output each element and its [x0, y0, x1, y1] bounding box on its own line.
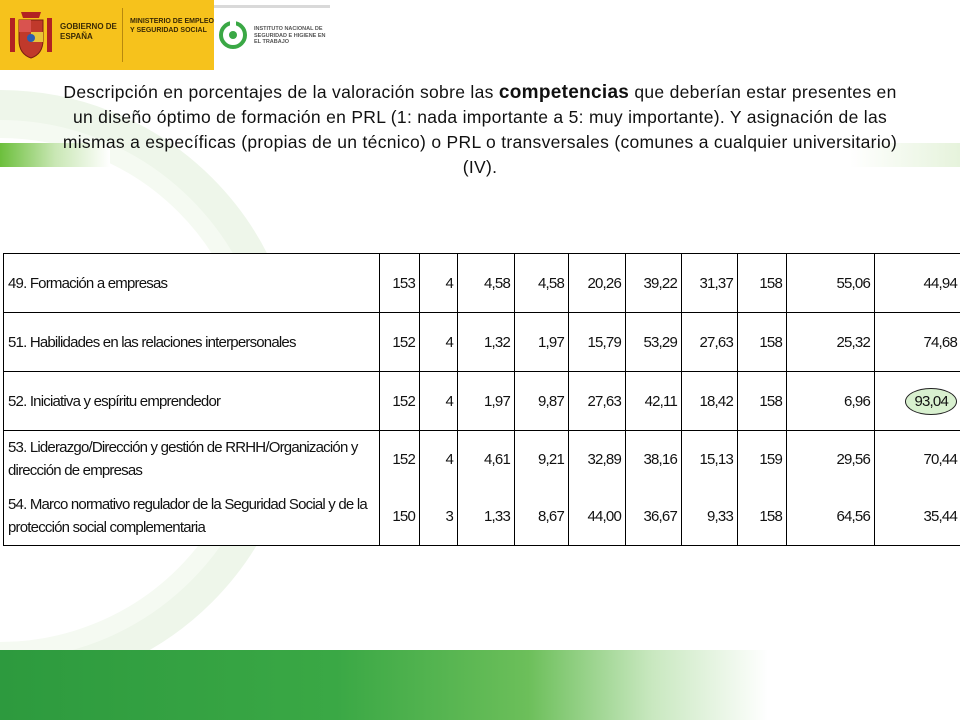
table-cell: 158 [738, 372, 787, 431]
table-cell: 159 [738, 431, 787, 488]
highlighted-cell [875, 372, 960, 431]
institute-name: INSTITUTO NACIONAL DE SEGURIDAD E HIGIENE EN EL TRABAJO [254, 26, 326, 45]
table-cell: 36,67 [626, 487, 682, 546]
table-cell: 35,44 [875, 487, 960, 546]
table-cell: 9,33 [682, 487, 738, 546]
institute-logo-icon [218, 20, 248, 50]
row-label: 54. Marco normativo regulador de la Seguridad Social y de la protección social complementaria [4, 487, 380, 546]
table-cell: 44,94 [875, 254, 960, 313]
ministry-name: MINISTERIO DE EMPLEO Y SEGURIDAD SOCIAL [130, 18, 215, 34]
table-cell: 152 [380, 313, 420, 372]
table-cell: 4,61 [458, 431, 515, 488]
table-cell: 153 [380, 254, 420, 313]
table-cell: 1,32 [458, 313, 515, 372]
table-cell: 55,06 [787, 254, 875, 313]
table-cell: 31,37 [682, 254, 738, 313]
table-cell: 18,42 [682, 372, 738, 431]
table-cell: 64,56 [787, 487, 875, 546]
table-cell: 1,97 [458, 372, 515, 431]
coat-of-arms-icon [8, 8, 54, 62]
table-cell: 38,16 [626, 431, 682, 488]
table-cell: 158 [738, 487, 787, 546]
table-cell: 27,63 [682, 313, 738, 372]
table-cell: 4 [420, 431, 458, 488]
table-cell: 15,13 [682, 431, 738, 488]
highlight-circle: 93,04 [905, 388, 957, 415]
table-row [4, 487, 960, 546]
table-cell: 3 [420, 487, 458, 546]
table-cell: 4 [420, 372, 458, 431]
table-cell: 44,00 [569, 487, 626, 546]
table-cell: 6,96 [787, 372, 875, 431]
title-emphasis: competencias [498, 82, 630, 103]
table-cell: 70,44 [875, 431, 960, 488]
table-cell: 74,68 [875, 313, 960, 372]
table-cell: 9,87 [515, 372, 569, 431]
competencies-table [3, 253, 960, 546]
table-cell: 158 [738, 254, 787, 313]
table-cell: 32,89 [569, 431, 626, 488]
table-cell: 20,26 [569, 254, 626, 313]
header-logos [0, 0, 330, 70]
table-cell: 25,32 [787, 313, 875, 372]
table-row [4, 313, 960, 372]
row-label: 52. Iniciativa y espíritu emprendedor [4, 372, 380, 431]
table-cell: 39,22 [626, 254, 682, 313]
institute-top-line [214, 5, 330, 8]
title-part-1: Descripción en porcentajes de la valoración sobre las [63, 82, 499, 102]
table-cell: 152 [380, 431, 420, 488]
table-cell: 29,56 [787, 431, 875, 488]
government-name: GOBIERNO DE ESPAÑA [60, 22, 117, 41]
table-cell: 4,58 [458, 254, 515, 313]
table-cell: 53,29 [626, 313, 682, 372]
table-cell: 158 [738, 313, 787, 372]
header-divider [122, 8, 123, 62]
table-cell: 42,11 [626, 372, 682, 431]
table-cell: 4 [420, 313, 458, 372]
footer-green-band [0, 650, 960, 720]
table-cell: 8,67 [515, 487, 569, 546]
row-label: 53. Liderazgo/Dirección y gestión de RRHH/Organización y dirección de empresas [4, 431, 380, 488]
table-cell: 1,33 [458, 487, 515, 546]
table-cell: 150 [380, 487, 420, 546]
table-cell: 4,58 [515, 254, 569, 313]
row-label: 51. Habilidades en las relaciones interpersonales [4, 313, 380, 372]
table-cell: 15,79 [569, 313, 626, 372]
table-cell: 1,97 [515, 313, 569, 372]
row-label: 49. Formación a empresas [4, 254, 380, 313]
table-cell: 27,63 [569, 372, 626, 431]
title-part-2: que deberían estar presentes en un diseño óptimo de formación en PRL (1: nada importante a 5: muy importante). Y asignación de las mismas a específicas (propias de un técnico) o PRL o transversales (comunes a cualquier universitario) (IV). [62, 82, 898, 177]
table-row [4, 431, 960, 488]
slide-title [60, 80, 900, 180]
table-cell: 9,21 [515, 431, 569, 488]
table-row [4, 254, 960, 313]
table-cell: 4 [420, 254, 458, 313]
table-cell: 152 [380, 372, 420, 431]
table-row [4, 372, 960, 431]
